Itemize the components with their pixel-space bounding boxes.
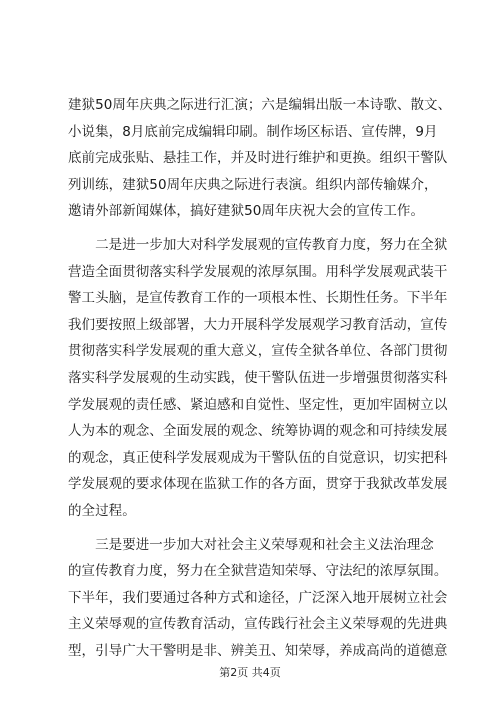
page-number-footer: 第2页 共4页 — [219, 666, 281, 679]
text-line: 型，引导广大干警明是非、辨美丑、知荣辱，养成高尚的道德意 — [68, 642, 448, 659]
text-line: 的宣传教育力度，努力在全狱营造知荣辱、守法纪的浓厚氛围。 — [68, 563, 448, 580]
text-line: 底前完成张贴、悬挂工作，并及时进行维护和更换。组织干警队 — [68, 150, 448, 167]
text-line: 二是进一步加大对科学发展观的宣传教育力度，努力在全狱 — [68, 236, 448, 253]
paragraph-2 — [68, 232, 448, 525]
paragraph-gap — [68, 225, 440, 232]
text-line: 学发展观的要求体现在监狱工作的各方面，贯穿于我狱改革发展 — [68, 476, 448, 493]
text-line: 落实科学发展观的生动实践，使干警队伍进一步增强贯彻落实科 — [68, 369, 448, 386]
text-line: 我们要按照上级部署，大力开展科学发展观学习教育活动，宣传 — [68, 316, 448, 333]
text-line: 警工头脑，是宣传教育工作的一项根本性、长期性任务。下半年 — [68, 290, 448, 307]
paragraph-3 — [68, 532, 448, 665]
text-line: 下半年，我们要通过各种方式和途径，广泛深入地开展树立社会 — [68, 589, 448, 606]
text-line: 人为本的观念、全面发展的观念、统筹协调的观念和可持续发展 — [68, 423, 448, 440]
text-line: 的观念，真正使科学发展观成为干警队伍的自觉意识，切实把科 — [68, 449, 448, 466]
paragraph-gap — [68, 525, 440, 532]
text-line: 的全过程。 — [68, 502, 136, 519]
body-text — [68, 92, 452, 664]
text-line: 主义荣辱观的宣传教育活动，宣传践行社会主义荣辱观的先进典 — [68, 616, 448, 633]
text-line: 贯彻落实科学发展观的重大意义，宣传全狱各单位、各部门贯彻 — [68, 343, 448, 360]
text-line: 三是要进一步加大对社会主义荣辱观和社会主义法治理念 — [68, 536, 434, 553]
text-line: 小说集，8月底前完成编辑印刷。制作场区标语、宣传牌，9月 — [68, 123, 438, 140]
paragraph-1 — [68, 92, 452, 225]
text-line: 建狱50周年庆典之际进行汇演；六是编辑出版一本诗歌、散文、 — [68, 97, 452, 113]
text-line: 列训练，建狱50周年庆典之际进行表演。组织内部传输媒介， — [68, 176, 438, 193]
text-line: 学发展观的责任感、紧迫感和自觉性、坚定性，更加牢固树立以 — [68, 396, 448, 413]
text-line: 邀请外部新闻媒体，搞好建狱50周年庆祝大会的宣传工作。 — [68, 203, 425, 220]
text-line: 营造全面贯彻落实科学发展观的浓厚氛围。用科学发展观武装干 — [68, 263, 448, 280]
